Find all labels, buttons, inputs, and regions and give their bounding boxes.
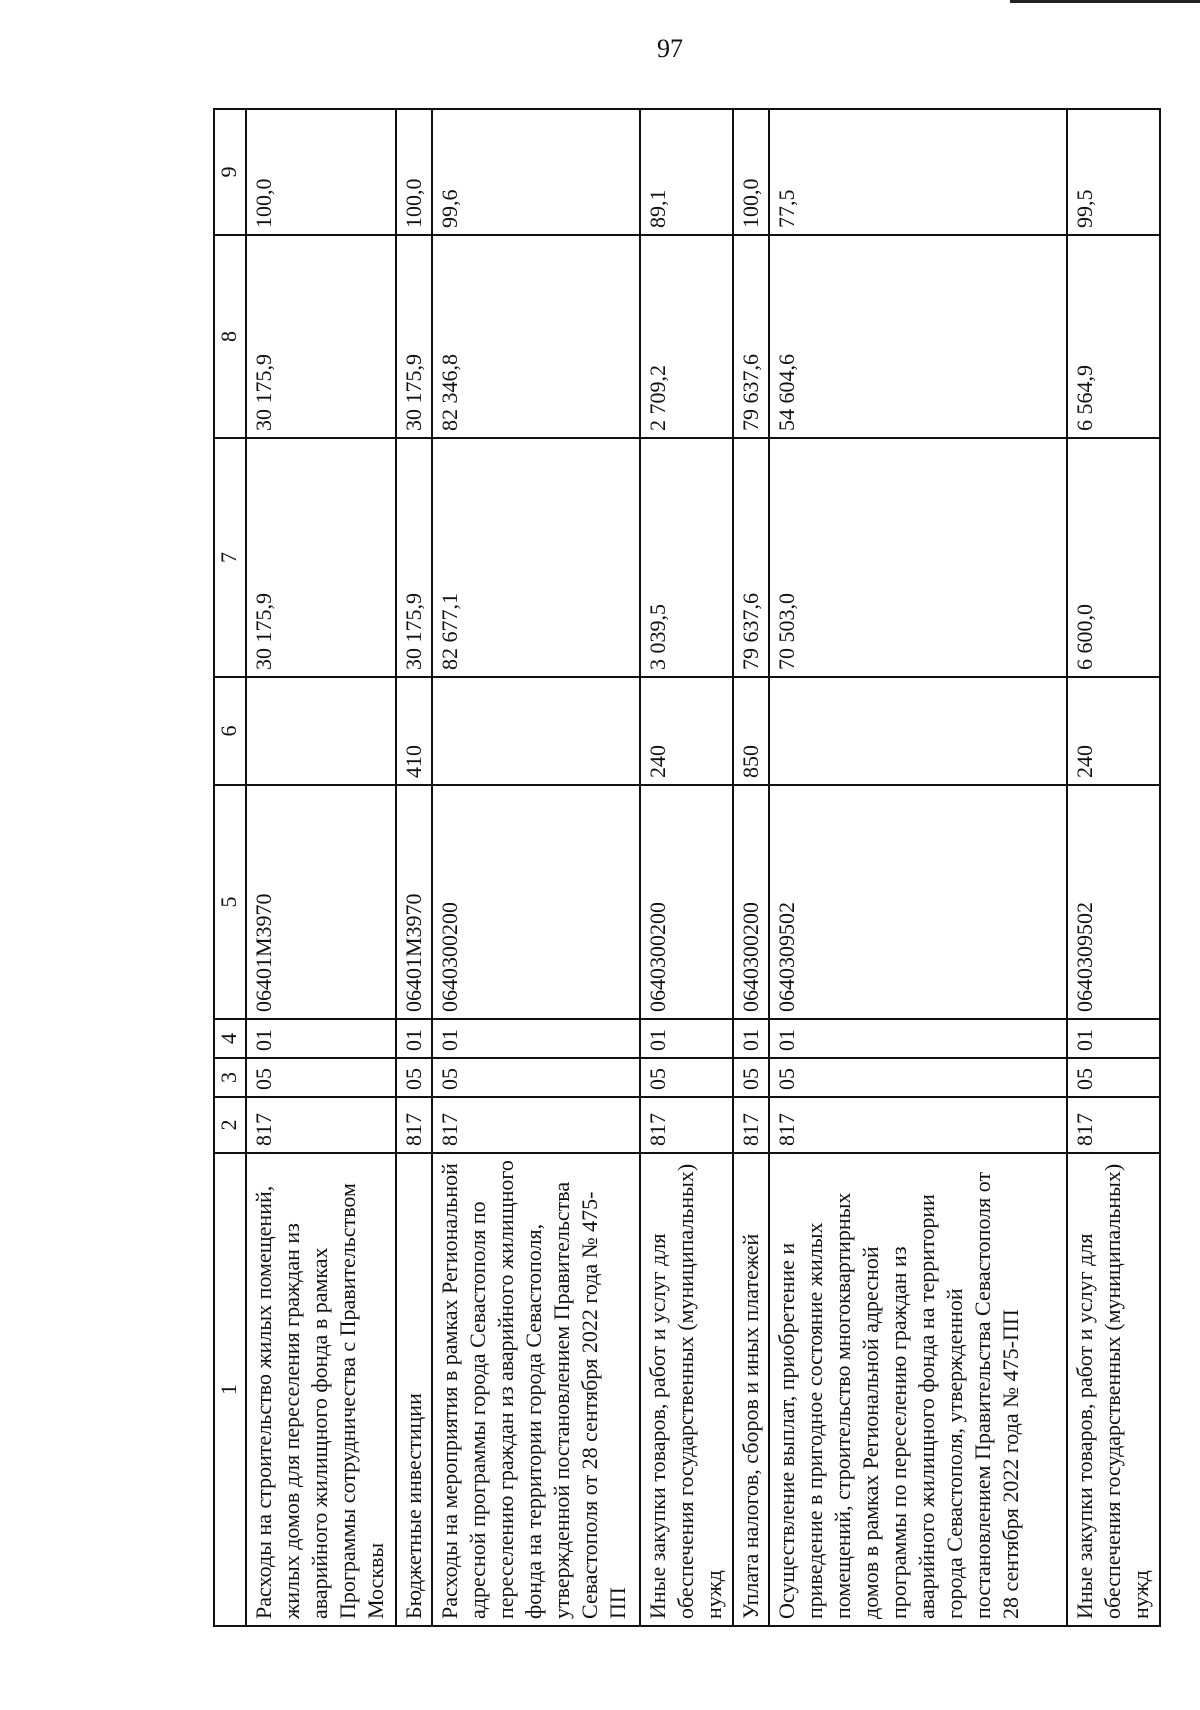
subsection-code: 01	[432, 1019, 639, 1058]
admin-code: 817	[396, 1097, 432, 1153]
col-header-5: 5	[214, 785, 246, 1019]
table-container	[213, 110, 1161, 1627]
target-article-code: 0640309502	[1067, 785, 1160, 1019]
col-header-9: 9	[214, 109, 246, 235]
section-code: 05	[396, 1058, 432, 1097]
execution-percent: 100,0	[733, 109, 769, 235]
target-article-code: 06401М3970	[246, 785, 396, 1019]
table-row	[396, 109, 432, 1626]
subsection-code: 01	[246, 1019, 396, 1058]
table-row	[432, 109, 639, 1626]
expense-type-code: 240	[1067, 677, 1160, 785]
col-header-6: 6	[214, 677, 246, 785]
expense-type-code	[432, 677, 639, 785]
top-edge-rule	[1010, 0, 1200, 3]
executed-amount: 2 709,2	[640, 235, 733, 438]
planned-amount: 30 175,9	[396, 438, 432, 677]
target-article-code: 0640309502	[769, 785, 1067, 1019]
header-row	[214, 109, 246, 1626]
expense-type-code	[769, 677, 1067, 785]
subsection-code: 01	[1067, 1019, 1160, 1058]
executed-amount: 82 346,8	[432, 235, 639, 438]
row-description: Расходы на мероприятия в рамках Региональной адресной программы города Севастополя по переселению граждан из аварийного жилищного фонда на территории города Севастополя, утвержденной постановлением Правительства Севастополя от 28 сентября 2022 года № 475-ПП	[432, 1153, 639, 1626]
target-article-code: 0640300200	[733, 785, 769, 1019]
admin-code: 817	[432, 1097, 639, 1153]
row-description: Уплата налогов, сборов и иных платежей	[733, 1153, 769, 1626]
planned-amount: 6 600,0	[1067, 438, 1160, 677]
planned-amount: 70 503,0	[769, 438, 1067, 677]
row-description: Бюджетные инвестиции	[396, 1153, 432, 1626]
planned-amount: 82 677,1	[432, 438, 639, 677]
subsection-code: 01	[640, 1019, 733, 1058]
table-row	[769, 109, 1067, 1626]
admin-code: 817	[1067, 1097, 1160, 1153]
row-description: Расходы на строительство жилых помещений, жилых домов для переселения граждан из аварийного жилищного фонда в рамках Программы сотрудничества с Правительством Москвы	[246, 1153, 396, 1626]
col-header-1: 1	[214, 1153, 246, 1626]
col-header-2: 2	[214, 1097, 246, 1153]
executed-amount: 54 604,6	[769, 235, 1067, 438]
section-code: 05	[1067, 1058, 1160, 1097]
table-row	[640, 109, 733, 1626]
planned-amount: 79 637,6	[733, 438, 769, 677]
execution-percent: 89,1	[640, 109, 733, 235]
col-header-8: 8	[214, 235, 246, 438]
execution-percent: 99,5	[1067, 109, 1160, 235]
rotated-table-frame	[213, 110, 1161, 1627]
col-header-7: 7	[214, 438, 246, 677]
col-header-3: 3	[214, 1058, 246, 1097]
planned-amount: 30 175,9	[246, 438, 396, 677]
admin-code: 817	[640, 1097, 733, 1153]
row-description: Иные закупки товаров, работ и услуг для обеспечения государственных (муниципальных) нужд	[1067, 1153, 1160, 1626]
budget-table	[213, 108, 1161, 1627]
execution-percent: 100,0	[396, 109, 432, 235]
subsection-code: 01	[733, 1019, 769, 1058]
target-article-code: 06401М3970	[396, 785, 432, 1019]
section-code: 05	[733, 1058, 769, 1097]
expense-type-code: 410	[396, 677, 432, 785]
planned-amount: 3 039,5	[640, 438, 733, 677]
table-row	[733, 109, 769, 1626]
execution-percent: 77,5	[769, 109, 1067, 235]
row-description: Осуществление выплат, приобретение и приведение в пригодное состояние жилых помещений, строительство многоквартирных домов в рамках Региональной адресной программы по переселению граждан из аварийного жилищного фонда на территории города Севастополя, утвержденной постановлением Правительства Севастополя от 28 сентября 2022 года № 475-ПП	[769, 1153, 1067, 1626]
target-article-code: 0640300200	[640, 785, 733, 1019]
section-code: 05	[640, 1058, 733, 1097]
executed-amount: 30 175,9	[246, 235, 396, 438]
expense-type-code	[246, 677, 396, 785]
admin-code: 817	[769, 1097, 1067, 1153]
row-description: Иные закупки товаров, работ и услуг для обеспечения государственных (муниципальных) нужд	[640, 1153, 733, 1626]
admin-code: 817	[733, 1097, 769, 1153]
executed-amount: 79 637,6	[733, 235, 769, 438]
execution-percent: 99,6	[432, 109, 639, 235]
execution-percent: 100,0	[246, 109, 396, 235]
table-row	[246, 109, 396, 1626]
col-header-4: 4	[214, 1019, 246, 1058]
section-code: 05	[246, 1058, 396, 1097]
section-code: 05	[769, 1058, 1067, 1097]
table-row	[1067, 109, 1160, 1626]
section-code: 05	[432, 1058, 639, 1097]
subsection-code: 01	[769, 1019, 1067, 1058]
admin-code: 817	[246, 1097, 396, 1153]
executed-amount: 30 175,9	[396, 235, 432, 438]
expense-type-code: 240	[640, 677, 733, 785]
subsection-code: 01	[396, 1019, 432, 1058]
page-number: 97	[657, 34, 683, 63]
target-article-code: 0640300200	[432, 785, 639, 1019]
expense-type-code: 850	[733, 677, 769, 785]
executed-amount: 6 564,9	[1067, 235, 1160, 438]
